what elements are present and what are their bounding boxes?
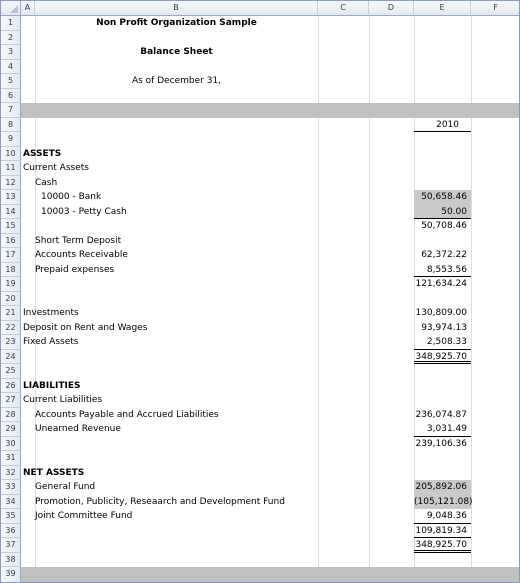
row-39: [1, 567, 520, 583]
row-29: [1, 422, 520, 437]
row-1: [1, 16, 520, 31]
row-12: [1, 176, 520, 191]
select-all-corner[interactable]: [1, 1, 21, 16]
label-bank[interactable]: 10000 - Bank: [41, 192, 102, 202]
row-25: [1, 364, 520, 379]
label-promotion-fund[interactable]: Promotion, Publicity, Reseaarch and Development Fund: [35, 496, 285, 507]
row-36: [1, 524, 520, 539]
value-prepaid-expenses[interactable]: 8,553.56: [414, 263, 471, 278]
row-17: [1, 248, 520, 263]
label-investments[interactable]: Investments: [23, 308, 79, 318]
column-header-b[interactable]: B: [35, 1, 318, 16]
row-header[interactable]: 26: [1, 379, 21, 394]
row-26: [1, 379, 520, 394]
row-19: [1, 277, 520, 292]
row-4: [1, 60, 520, 75]
row-header[interactable]: 10: [1, 147, 21, 162]
row-header[interactable]: 33: [1, 480, 21, 495]
column-header-a[interactable]: A: [21, 1, 35, 16]
label-deposit-rent-wages[interactable]: Deposit on Rent and Wages: [23, 322, 148, 333]
row-header[interactable]: 3: [1, 45, 21, 60]
label-current-liabilities[interactable]: Current Liabilities: [23, 395, 103, 405]
row-23: [1, 335, 520, 350]
row-37: [1, 538, 520, 553]
row-header[interactable]: 24: [1, 350, 21, 365]
row-32: [1, 466, 520, 481]
row-header[interactable]: 9: [1, 132, 21, 147]
label-cash[interactable]: Cash: [35, 177, 58, 188]
row-header[interactable]: 20: [1, 292, 21, 307]
row-header[interactable]: 31: [1, 451, 21, 466]
label-general-fund[interactable]: General Fund: [35, 482, 96, 492]
row-header[interactable]: 1: [1, 16, 21, 31]
label-joint-committee-fund[interactable]: Joint Committee Fund: [35, 511, 133, 521]
row-30: [1, 437, 520, 452]
value-fixed-assets[interactable]: 2,508.33: [414, 335, 471, 350]
row-header[interactable]: 17: [1, 248, 21, 263]
row-header[interactable]: 12: [1, 176, 21, 191]
row-15: [1, 219, 520, 234]
value-total-liabilities-net-assets[interactable]: 348,925.70: [414, 538, 471, 553]
value-accounts-payable[interactable]: 236,074.87: [415, 409, 467, 420]
row-2: [1, 31, 520, 46]
section-net-assets[interactable]: NET ASSETS: [23, 467, 85, 478]
value-general-fund[interactable]: 205,892.06: [414, 480, 471, 495]
row-header[interactable]: 6: [1, 89, 21, 104]
row-28: [1, 408, 520, 423]
row-31: [1, 451, 520, 466]
row-34: [1, 495, 520, 510]
column-header-c[interactable]: C: [318, 1, 369, 16]
label-accounts-payable[interactable]: Accounts Payable and Accrued Liabilities: [35, 409, 219, 420]
row-header[interactable]: 16: [1, 234, 21, 249]
row-3: [1, 45, 520, 60]
row-5: [1, 74, 520, 89]
value-joint-committee-fund[interactable]: 9,048.36: [414, 509, 471, 524]
row-header[interactable]: 11: [1, 161, 21, 176]
row-header[interactable]: 34: [1, 495, 21, 510]
row-header[interactable]: 15: [1, 219, 21, 234]
row-9: [1, 132, 520, 147]
row-header[interactable]: 37: [1, 538, 21, 553]
label-accounts-receivable[interactable]: Accounts Receivable: [35, 250, 128, 260]
report-title[interactable]: Non Profit Organization Sample: [96, 18, 257, 28]
row-21: [1, 306, 520, 321]
value-deposit-rent-wages[interactable]: 93,974.13: [421, 322, 467, 333]
report-date-line[interactable]: As of December 31,: [131, 76, 222, 86]
value-total-liabilities[interactable]: 239,106.36: [415, 438, 467, 449]
row-header[interactable]: 18: [1, 263, 21, 278]
row-header[interactable]: 32: [1, 466, 21, 481]
value-bank[interactable]: 50,658.46: [414, 190, 471, 205]
select-all-triangle-icon: [10, 5, 18, 13]
row-20: [1, 292, 520, 307]
row-8: [1, 118, 520, 133]
row-header[interactable]: 4: [1, 60, 21, 75]
row-header[interactable]: 8: [1, 118, 21, 133]
label-petty-cash[interactable]: 10003 - Petty Cash: [41, 206, 127, 217]
row-header[interactable]: 28: [1, 408, 21, 423]
year-header[interactable]: 2010: [414, 118, 471, 133]
column-header-f[interactable]: F: [471, 1, 520, 16]
value-unearned-revenue[interactable]: 3,031.49: [414, 422, 471, 437]
row-header[interactable]: 30: [1, 437, 21, 452]
row-13: [1, 190, 520, 205]
value-promotion-fund[interactable]: (105,121.08): [414, 495, 471, 510]
row-18: [1, 263, 520, 278]
row-header[interactable]: 38: [1, 553, 21, 568]
column-header-e[interactable]: E: [414, 1, 471, 16]
value-current-assets-total[interactable]: 121,634.24: [415, 279, 467, 289]
row-header[interactable]: 21: [1, 306, 21, 321]
label-current-assets[interactable]: Current Assets: [23, 163, 89, 173]
section-assets[interactable]: ASSETS: [23, 148, 62, 159]
section-liabilities[interactable]: LIABILITIES: [23, 380, 81, 391]
row-header[interactable]: 39: [1, 567, 21, 583]
row-header[interactable]: 5: [1, 74, 21, 89]
row-24: [1, 350, 520, 365]
row-header[interactable]: 7: [1, 103, 21, 118]
label-unearned-revenue[interactable]: Unearned Revenue: [35, 424, 121, 434]
value-accounts-receivable[interactable]: 62,372.22: [421, 250, 467, 260]
row-7: [1, 103, 520, 118]
label-short-term-deposit[interactable]: Short Term Deposit: [35, 235, 122, 246]
row-header[interactable]: 22: [1, 321, 21, 336]
value-total-net-assets[interactable]: 109,819.34: [414, 524, 471, 539]
value-total-assets[interactable]: 348,925.70: [414, 350, 471, 365]
column-header-d[interactable]: D: [369, 1, 414, 16]
row-11: [1, 161, 520, 176]
label-fixed-assets[interactable]: Fixed Assets: [23, 337, 79, 347]
row-header[interactable]: 29: [1, 422, 21, 437]
row-22: [1, 321, 520, 336]
row-16: [1, 234, 520, 249]
row-header[interactable]: 14: [1, 205, 21, 220]
row-35: [1, 509, 520, 524]
row-6: [1, 89, 520, 104]
row-header[interactable]: 19: [1, 277, 21, 292]
row-14: [1, 205, 520, 220]
row-header[interactable]: 36: [1, 524, 21, 539]
row-header[interactable]: 2: [1, 31, 21, 46]
row-10: [1, 147, 520, 162]
row-header[interactable]: 27: [1, 393, 21, 408]
value-cash-total[interactable]: 50,708.46: [421, 221, 467, 231]
row-header[interactable]: 25: [1, 364, 21, 379]
value-petty-cash[interactable]: 50.00: [414, 205, 471, 220]
row-header[interactable]: 13: [1, 190, 21, 205]
value-investments[interactable]: 130,809.00: [415, 308, 467, 318]
row-27: [1, 393, 520, 408]
row-header[interactable]: 23: [1, 335, 21, 350]
row-33: [1, 480, 520, 495]
row-38: [1, 553, 520, 568]
row-header[interactable]: 35: [1, 509, 21, 524]
label-prepaid-expenses[interactable]: Prepaid expenses: [35, 264, 115, 275]
report-subtitle[interactable]: Balance Sheet: [140, 47, 213, 57]
